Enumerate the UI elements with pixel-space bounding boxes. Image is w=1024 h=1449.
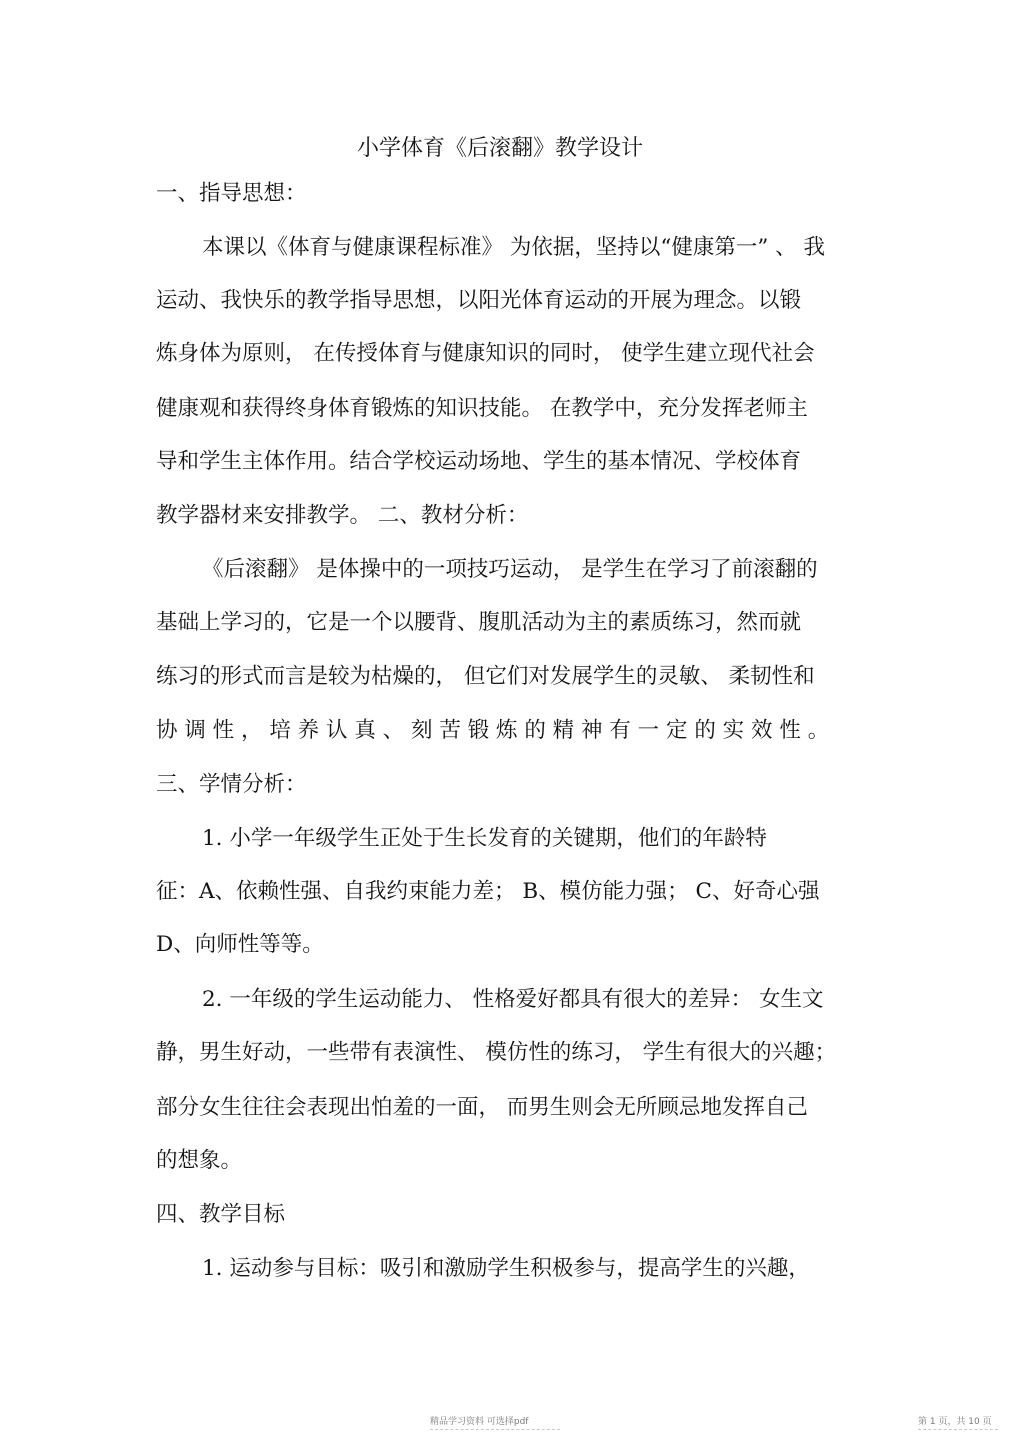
paragraph-line: 导和学生主体作用。结合学校运动场地、学生的基本情况、学校体育 — [156, 449, 802, 474]
paragraph-line: 炼身体为原则， 在传授体育与健康知识的同时， 使学生建立现代社会 — [156, 341, 815, 366]
paragraph-line: 练习的形式而言是较为枯燥的， 但它们对发展学生的灵敏、 柔韧性和 — [156, 664, 815, 689]
paragraph-line: 部分女生往往会表现出怕羞的一面， 而男生则会无所顾忌地发挥自己 — [156, 1095, 808, 1120]
footer-right-divider — [918, 1429, 998, 1430]
section-heading: 一、指导思想： — [156, 181, 307, 206]
footer-left-divider — [430, 1429, 560, 1430]
footer-left-text: 精品学习资料 可选择pdf — [430, 1417, 529, 1427]
paragraph-line: 基础上学习的，它是一个以腰背、腹肌活动为主的素质练习，然而就 — [156, 610, 802, 635]
paragraph-line: 协 调 性 ， 培 养 认 真 、 刻 苦 锻 炼 的 精 神 有 一 定 的 实 效 性 。 — [156, 718, 830, 743]
paragraph-line: 本课以《体育与健康课程标准》 为依据，坚持以“健康第一” 、 我 — [202, 235, 825, 260]
paragraph-line: 的想象。 — [156, 1148, 243, 1173]
paragraph-line: D、向师性等等。 — [156, 932, 324, 957]
paragraph-line: 《后滚翻》 是体操中的一项技巧运动， 是学生在学习了前滚翻的 — [202, 557, 818, 582]
paragraph-line: 1. 运动参与目标：吸引和激励学生积极参与，提高学生的兴趣， — [202, 1256, 810, 1281]
footer-page-number: 第 1 页，共 10 页 — [918, 1417, 992, 1427]
paragraph-line: 1. 小学一年级学生正处于生长发育的关键期，他们的年龄特 — [202, 826, 767, 851]
paragraph-line: 2. 一年级的学生运动能力、 性格爱好都具有很大的差异： 女生文 — [202, 987, 824, 1012]
paragraph-line: 征：A、依赖性强、自我约束能力差； B、模仿能力强； C、好奇心强 — [156, 879, 820, 904]
paragraph-line: 运动、我快乐的教学指导思想，以阳光体育运动的开展为理念。以锻 — [156, 288, 802, 313]
section-heading: 三、学情分析： — [156, 772, 307, 797]
document-title: 小学体育《后滚翻》教学设计 — [357, 136, 644, 161]
paragraph-line: 教学器材来安排教学。 二、教材分析： — [156, 503, 529, 528]
paragraph-line: 静，男生好动，一些带有表演性、 模仿性的练习， 学生有很大的兴趣； — [156, 1040, 837, 1065]
paragraph-line: 健康观和获得终身体育锻炼的知识技能。 在教学中，充分发挥老师主 — [156, 396, 808, 421]
section-heading: 四、教学目标 — [156, 1202, 286, 1227]
